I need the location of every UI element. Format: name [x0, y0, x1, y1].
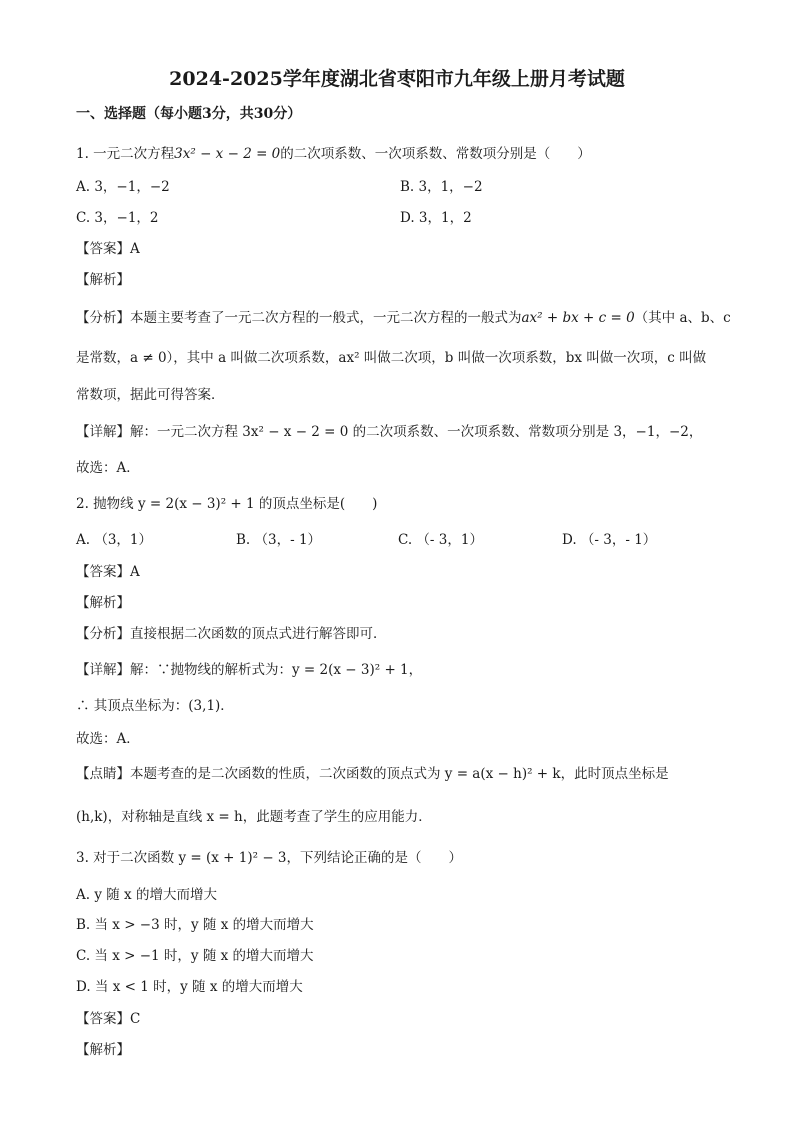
q2-option-b: B. （3，- 1）: [236, 532, 322, 548]
q3-option-d: D. 当 x < 1 时，y 随 x 的增大而增大: [76, 979, 303, 995]
q1-stem-post: 的二次项系数、一次项系数、常数项分别是（ ）: [280, 146, 591, 162]
q3-option-a: A. y 随 x 的增大而增大: [76, 887, 217, 903]
q3-jiexi-label: 【解析】: [76, 1042, 130, 1058]
page-title: 2024-2025学年度湖北省枣阳市九年级上册月考试题: [169, 68, 625, 90]
q3-option-b: B. 当 x > −3 时，y 随 x 的增大而增大: [76, 917, 314, 933]
q2-analysis: 【分析】直接根据二次函数的顶点式进行解答即可．: [76, 626, 387, 642]
question-3-stem: 3. 对于二次函数 y = (x + 1)² − 3，下列结论正确的是（ ）: [76, 850, 463, 866]
q1-choose: 故选：A．: [76, 460, 140, 476]
q1-analysis-line-2: 是常数，a ≠ 0），其中 a 叫做二次项系数，ax² 叫做二次项，b 叫做一次项系数，bx 叫做一次项，c 叫做: [76, 350, 707, 366]
q1-option-d: D. 3，1，2: [400, 210, 472, 226]
q1-stem-pre: 1. 一元二次方程: [76, 146, 175, 162]
q2-choose: 故选：A．: [76, 731, 140, 747]
q1-analysis-equation: ax² + bx + c = 0: [521, 310, 635, 326]
q2-answer: 【答案】A: [76, 564, 140, 580]
q1-jiexi-label: 【解析】: [76, 272, 130, 288]
q1-analysis-text: 【分析】本题主要考查了一元二次方程的一般式，一元二次方程的一般式为: [76, 310, 522, 326]
q2-option-a: A. （3，1）: [76, 532, 153, 548]
q1-analysis-line-1: [76, 308, 731, 328]
q3-answer: 【答案】C: [76, 1011, 141, 1027]
q1-option-b: B. 3，1，−2: [400, 179, 483, 195]
question-2-stem: 2. 抛物线 y = 2(x − 3)² + 1 的顶点坐标是( ): [76, 496, 378, 512]
q2-detail: 【详解】解：∵抛物线的解析式为：y = 2(x − 3)² + 1，: [76, 662, 423, 678]
q1-stem-equation: 3x² − x − 2 = 0: [174, 146, 281, 162]
q2-jiexi-label: 【解析】: [76, 595, 130, 611]
section-heading: 一、选择题（每小题3分，共30分）: [76, 106, 302, 122]
q1-analysis-line-3: 常数项，据此可得答案．: [76, 387, 225, 403]
q2-option-d: D. （- 3，- 1）: [562, 532, 657, 548]
q1-answer: 【答案】A: [76, 241, 140, 257]
q2-remark-line-2: (h,k)，对称轴是直线 x = h，此题考查了学生的应用能力．: [76, 809, 432, 825]
question-1-stem: [76, 144, 591, 164]
q2-option-c: C. （- 3，1）: [398, 532, 483, 548]
q1-analysis-tail: （其中 a、b、c: [634, 310, 731, 326]
q1-option-c: C. 3，−1，2: [76, 210, 159, 226]
q1-detail: 【详解】解：一元二次方程 3x² − x − 2 = 0 的二次项系数、一次项系数、常数项分别是 3，−1，−2，: [76, 424, 703, 440]
q2-vertex-line: ∴ 其顶点坐标为：(3,1)．: [76, 698, 234, 714]
q2-remark-line-1: 【点睛】本题考查的是二次函数的性质，二次函数的顶点式为 y = a(x − h)² + k，此时顶点坐标是: [76, 766, 669, 782]
q3-option-c: C. 当 x > −1 时，y 随 x 的增大而增大: [76, 948, 314, 964]
q1-option-a: A. 3，−1，−2: [76, 179, 170, 195]
